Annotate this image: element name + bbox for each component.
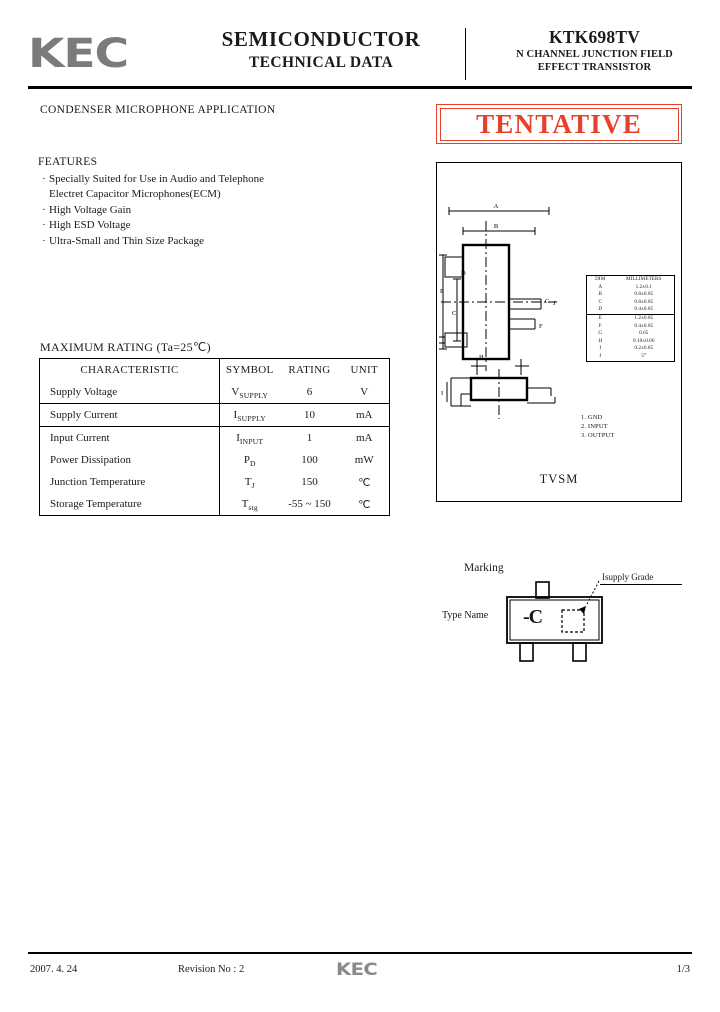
footer-page-number: 1/3: [676, 964, 690, 975]
pin-item: 3. OUTPUT: [581, 432, 615, 440]
features-list: [42, 172, 342, 249]
dim-row: [587, 299, 675, 307]
maximum-rating-table: [39, 358, 390, 516]
header-rule: [28, 86, 692, 89]
bullet-glyph: ·: [42, 234, 46, 247]
cell-characteristic: Storage Temperature: [40, 493, 220, 516]
col-header-characteristic: CHARACTERISTIC: [40, 359, 220, 382]
header-semiconductor: SEMICONDUCTOR: [221, 27, 421, 51]
callout-b: B: [493, 223, 499, 230]
list-item: [42, 203, 342, 218]
dim-key: B: [587, 291, 614, 299]
table-header-row: [40, 359, 390, 382]
dim-row: [587, 306, 675, 314]
dim-value: 0.4±0.05: [614, 306, 675, 314]
part-number: KTK698TV: [548, 27, 641, 47]
dim-key: J: [587, 353, 614, 361]
cell-characteristic: Junction Temperature: [40, 471, 220, 493]
callout-g: G: [545, 298, 550, 305]
callout-f: F: [539, 323, 543, 330]
list-item: [42, 172, 342, 187]
table-row: [40, 471, 390, 493]
cell-unit: ℃: [340, 471, 390, 493]
application-title: CONDENSER MICROPHONE APPLICATION: [40, 104, 276, 116]
table-row: [40, 404, 390, 427]
dim-value: 0.8±0.05: [614, 291, 675, 299]
cell-rating: 10: [280, 404, 340, 427]
dim-key: D: [587, 306, 614, 314]
footer-revision: Revision No : 2: [178, 964, 245, 975]
cell-symbol: $P_D$: [243, 454, 256, 468]
dim-value: 0.65: [614, 330, 675, 338]
cell-characteristic: Input Current: [40, 427, 220, 450]
cell-rating: 1: [306, 432, 313, 444]
cell-symbol: $T_{stg}$: [220, 493, 280, 516]
footer-rule: [28, 952, 692, 954]
cell-rating: -55 ~ 150: [280, 493, 340, 516]
cell-symbol: $T_J$: [244, 476, 255, 490]
dim-row: [587, 284, 675, 292]
cell-unit: mW: [340, 449, 390, 471]
dimension-table: [586, 275, 675, 362]
feature-text: High ESD Voltage: [49, 219, 131, 232]
dim-key: E: [587, 314, 614, 322]
cell-unit: mA: [340, 404, 390, 427]
callout-a: A: [493, 203, 499, 210]
callout-j: J: [553, 300, 556, 307]
bullet-glyph: ·: [42, 219, 46, 232]
table-row: [40, 449, 390, 471]
callout-d: D: [461, 270, 466, 277]
list-item: [42, 218, 342, 233]
cell-characteristic: Power Dissipation: [40, 449, 220, 471]
type-name-label: Type Name: [442, 610, 489, 621]
callout-h: H: [479, 354, 484, 361]
callout-i: I: [441, 390, 444, 397]
cell-rating: 150: [301, 476, 318, 488]
dim-row: [587, 330, 675, 338]
cell-unit: mA: [340, 427, 390, 450]
dim-value: 0.4±0.05: [614, 323, 675, 331]
dim-row: [587, 345, 675, 353]
package-outline-box: [436, 162, 682, 502]
cell-rating: 6: [280, 381, 340, 404]
callout-e: E: [440, 288, 444, 295]
marking-code: -C: [523, 606, 543, 628]
dim-row: [587, 338, 675, 346]
page-header: [28, 26, 692, 82]
marking-package-diagram: [436, 556, 686, 676]
dim-row: [587, 353, 675, 361]
dim-key: H: [587, 338, 614, 346]
callout-c: C: [452, 310, 457, 317]
maximum-rating-title: MAXIMUM RATING (Ta=25℃): [40, 340, 211, 354]
dim-value: 5°: [614, 353, 675, 361]
dim-header-row: [587, 276, 675, 284]
cell-symbol: $I_{SUPPLY}$: [220, 404, 280, 427]
cell-symbol: $V_{SUPPLY}$: [220, 381, 280, 404]
part-desc-line1: N CHANNEL JUNCTION FIELD: [516, 49, 673, 60]
cell-characteristic: Supply Voltage: [40, 381, 220, 404]
isupply-grade-label: Isupply Grade: [602, 572, 654, 582]
footer-date: 2007. 4. 24: [30, 964, 78, 975]
part-desc-line2: EFFECT TRANSISTOR: [537, 62, 652, 73]
table-row: [40, 381, 390, 404]
feature-text: High Voltage Gain: [49, 203, 132, 216]
cell-symbol: $I_{INPUT}$: [236, 432, 264, 446]
feature-text-cont: Electret Capacitor Microphones(ECM): [49, 188, 221, 201]
dim-col-header-mm: MILLIMETERS: [614, 276, 675, 284]
dim-key: I: [587, 345, 614, 353]
col-header-symbol: SYMBOL: [220, 359, 280, 382]
feature-text: Ultra-Small and Thin Size Package: [49, 234, 204, 247]
header-divider: [465, 28, 466, 80]
dim-key: A: [587, 284, 614, 292]
dim-key: C: [587, 299, 614, 307]
feature-text: Specially Suited for Use in Audio and Telephone: [49, 173, 265, 185]
dim-value: 1.2±0.05: [614, 314, 675, 322]
col-header-rating: RATING: [280, 359, 340, 382]
tentative-inner-border: [440, 108, 679, 141]
bullet-glyph: ·: [42, 173, 46, 185]
pin-item: 1. GND: [581, 414, 603, 421]
cell-characteristic: Supply Current: [40, 404, 220, 427]
tentative-label: TENTATIVE: [476, 109, 642, 139]
marking-title: Marking: [464, 562, 504, 574]
footer-kec-logo: KEC: [336, 960, 378, 980]
cell-unit: ℃: [340, 493, 390, 516]
dim-row: [587, 314, 675, 322]
dim-col-header: DIM: [587, 276, 614, 284]
list-item: [42, 234, 342, 249]
header-technical-data: TECHNICAL DATA: [248, 54, 394, 71]
dim-key: G: [587, 330, 614, 338]
header-part-block: [469, 26, 720, 74]
pin-assignment-list: [581, 413, 615, 441]
page-footer: [28, 962, 692, 984]
tentative-stamp: [436, 104, 682, 144]
dim-value: 0.8±0.05: [614, 299, 675, 307]
col-header-unit: UNIT: [340, 359, 390, 382]
table-row: [40, 493, 390, 516]
dim-key: F: [587, 323, 614, 331]
pin-item: 2. INPUT: [581, 423, 608, 431]
package-name: TVSM: [539, 472, 579, 486]
kec-logo: KEC: [28, 31, 128, 77]
bullet-glyph: ·: [42, 203, 46, 216]
header-title-block: [180, 26, 462, 74]
cell-unit: V: [340, 381, 390, 404]
dim-value: 1.2±0.1: [614, 284, 675, 292]
marking-section: [436, 556, 686, 676]
cell-rating: 100: [301, 454, 318, 466]
dim-row: [587, 291, 675, 299]
dim-value: 0.2±0.05: [614, 345, 675, 353]
dim-value: 0.10±0.06: [614, 338, 675, 346]
table-row: [40, 427, 390, 450]
features-heading: FEATURES: [38, 156, 98, 168]
dim-row: [587, 323, 675, 331]
